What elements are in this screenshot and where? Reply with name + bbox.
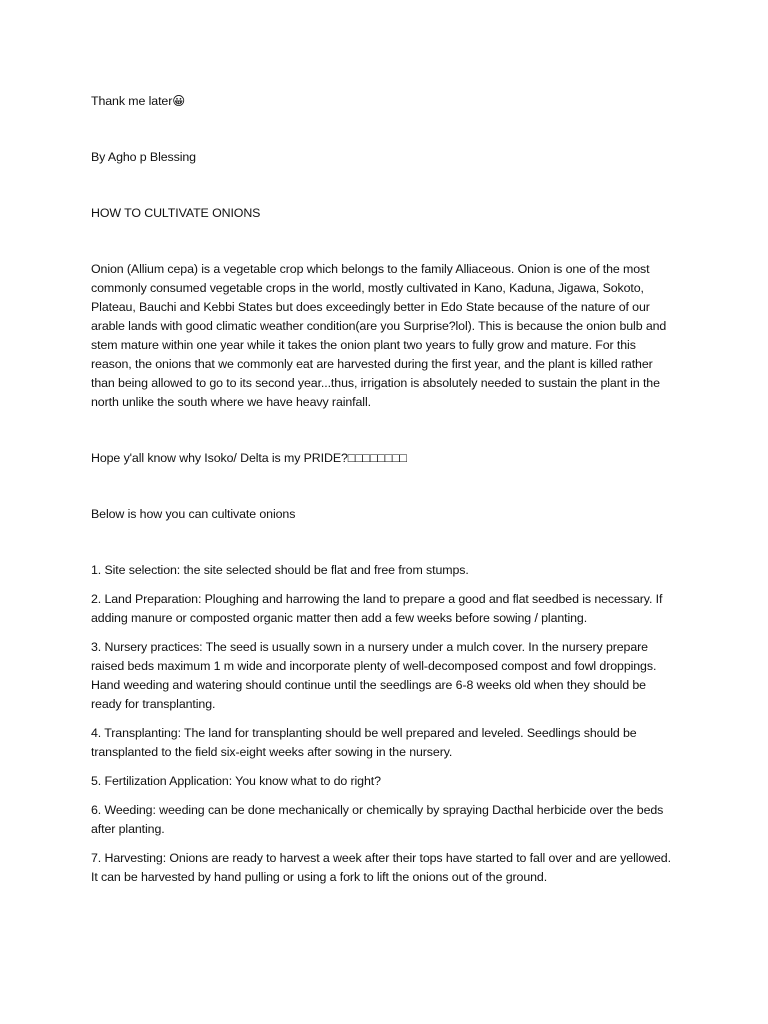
- author-line: By Agho p Blessing: [91, 150, 196, 164]
- document-title: HOW TO CULTIVATE ONIONS: [91, 206, 261, 220]
- steps-lead: Below is how you can cultivate onions: [91, 507, 296, 521]
- step-item: 1. Site selection: the site selected should be flat and free from stumps.: [91, 563, 469, 577]
- greeting-line: Thank me later😀: [91, 94, 186, 108]
- step-item: 5. Fertilization Application: You know what to do right?: [91, 774, 381, 788]
- step-item: 6. Weeding: weeding can be done mechanically or chemically by spraying Dacthal herbicide over the beds after planting.: [91, 803, 664, 836]
- pride-line: Hope y'all know why Isoko/ Delta is my PRIDE?□□□□□□□□: [91, 451, 407, 465]
- step-item: 3. Nursery practices: The seed is usually sown in a nursery under a mulch cover. In the nursery prepare raised beds maximum 1 m wide and incorporate plenty of well-decomposed compost and fowl droppings. Hand weeding and watering should continue until the seedlings are 6-8 weeks old when they should be ready for transplanting.: [91, 640, 657, 711]
- step-item: 7. Harvesting: Onions are ready to harvest a week after their tops have started to fall over and are yellowed. It can be harvested by hand pulling or using a fork to lift the onions out of the ground.: [91, 851, 671, 884]
- step-item: 2. Land Preparation: Ploughing and harrowing the land to prepare a good and flat seedbed is necessary. If adding manure or composted organic matter then add a few weeks before sowing / planting.: [91, 592, 663, 625]
- step-item: 4. Transplanting: The land for transplanting should be well prepared and leveled. Seedlings should be transplanted to the field six-eight weeks after sowing in the nursery.: [91, 726, 637, 759]
- intro-paragraph: Onion (Allium cepa) is a vegetable crop which belongs to the family Alliaceous. Onion is one of the most commonly consumed vegetable crops in the world, mostly cultivated in Kano, Kaduna, Jigawa, Sokoto, Plateau, Bauchi and Kebbi States but does exceedingly better in Edo State because of the nature of our arable lands with good climatic weather condition(are you Surprise?lol). This is because the onion bulb and stem mature within one year while it takes the onion plant two years to fully grow and mature. For this reason, the onions that we commonly eat are harvested during the first year, and the plant is killed rather than being allowed to go to its second year...thus, irrigation is absolutely needed to sustain the plant in the north unlike the south where we have heavy rainfall.: [91, 262, 667, 409]
- document-body: [91, 92, 679, 897]
